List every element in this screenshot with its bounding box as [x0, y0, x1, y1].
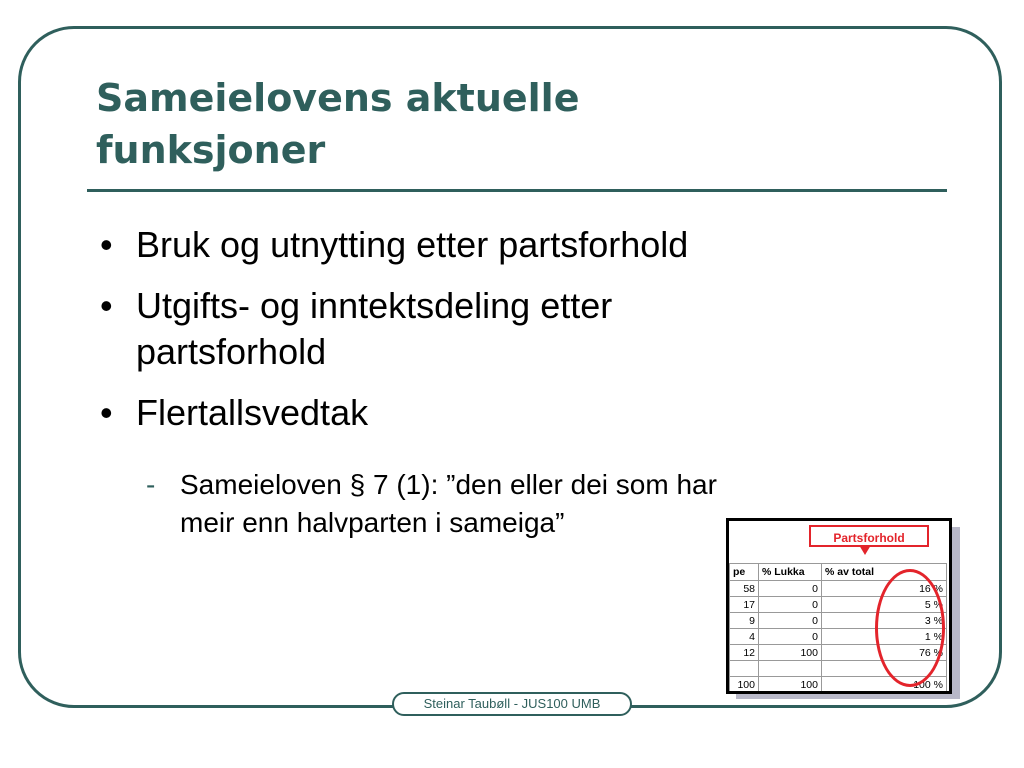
table-cell: 9: [730, 613, 759, 629]
bullet-text: Bruk og utnytting etter partsforhold: [136, 224, 689, 265]
table-cell: [730, 661, 759, 677]
callout-pointer: [859, 545, 871, 555]
table-image-inner: [729, 521, 949, 691]
table-cell: 4: [730, 629, 759, 645]
table-cell: 16 %: [822, 581, 947, 597]
table-cell: 0: [759, 581, 822, 597]
table-header: % Lukka: [759, 564, 822, 581]
table-cell: 17: [730, 597, 759, 613]
bullet-item: [100, 222, 900, 268]
table-cell: 12: [730, 645, 759, 661]
title-divider: [87, 189, 947, 192]
table-cell: 100: [730, 677, 759, 692]
bullet-dot: •: [100, 392, 113, 433]
table-cell: 0: [759, 629, 822, 645]
sub-bullet-dash: -: [146, 469, 156, 500]
table-cell: 100 %: [822, 677, 947, 692]
table-cell: 0: [759, 613, 822, 629]
table-cell: 100: [759, 677, 822, 692]
bullet-text-cont: partsforhold: [136, 331, 327, 372]
sub-bullet-text: Sameieloven § 7 (1): ”den eller dei som har: [180, 469, 717, 500]
title-line-1: Sameielovens aktuelle: [96, 76, 580, 120]
footer-label: Steinar Taubøll - JUS100 UMB: [392, 692, 632, 716]
table-cell: 58: [730, 581, 759, 597]
bullet-item: [100, 283, 900, 375]
bullet-dot: •: [100, 285, 113, 326]
table-cell: 5 %: [822, 597, 947, 613]
title-line-2: funksjoner: [96, 128, 326, 172]
table-cell: 3 %: [822, 613, 947, 629]
bullet-dot: •: [100, 224, 113, 265]
highlight-ellipse: [875, 569, 945, 687]
table-image: [726, 518, 952, 694]
slide-title: [96, 72, 896, 176]
bullet-list: [100, 222, 900, 451]
table-cell: 100: [759, 645, 822, 661]
table-header: % av total: [822, 564, 947, 581]
bullet-text: Utgifts- og inntektsdeling etter: [136, 285, 613, 326]
table-cell: 0: [759, 597, 822, 613]
table-header: pe: [730, 564, 759, 581]
bullet-text: Flertallsvedtak: [136, 392, 369, 433]
partsforhold-callout: Partsforhold: [809, 525, 929, 547]
bullet-item: [100, 390, 900, 436]
table-cell: [759, 661, 822, 677]
sub-bullet-text-cont: meir enn halvparten i sameiga”: [180, 507, 565, 538]
table-cell: 76 %: [822, 645, 947, 661]
table-cell: 1 %: [822, 629, 947, 645]
